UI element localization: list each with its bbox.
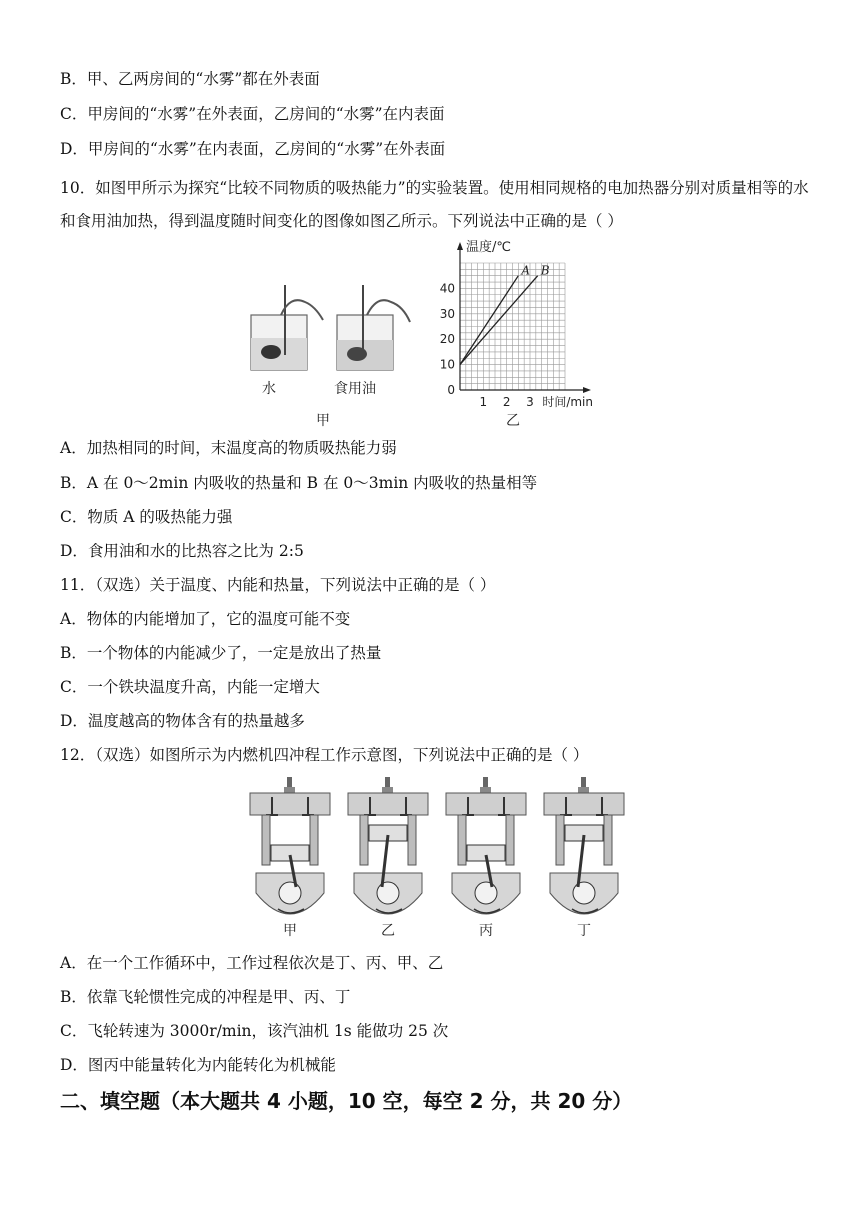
- engine-label: 乙: [381, 923, 395, 939]
- option-10d: D．食用油和水的比热容之比为 2:5: [60, 542, 304, 560]
- flywheel-icon: [573, 882, 595, 904]
- water-beaker: [251, 285, 323, 370]
- cylinder-wall: [458, 815, 466, 865]
- engine-label: 丙: [479, 923, 493, 939]
- option-11c: C．一个铁块温度升高，内能一定增大: [60, 678, 320, 696]
- engine-diagram: [250, 777, 330, 939]
- engine-strokes-figure: [242, 775, 632, 940]
- flywheel-icon: [475, 882, 497, 904]
- y-tick-label: 20: [439, 332, 455, 347]
- cylinder-wall: [310, 815, 318, 865]
- engine-diagram: [446, 777, 526, 939]
- option-10a: A．加热相同的时间，末温度高的物质吸热能力弱: [60, 439, 397, 457]
- y-tick-label: 30: [439, 306, 455, 321]
- cylinder-wall: [262, 815, 270, 865]
- option-10c: C．物质 A 的吸热能力强: [60, 508, 233, 526]
- water-label: 水: [262, 381, 276, 397]
- y-tick-label: 40: [439, 281, 455, 296]
- section-title: 二、填空题（本大题共 4 小题，10 空，每空 2 分，共 20 分）: [60, 1089, 633, 1113]
- x-axis-arrow: [583, 387, 591, 393]
- y-tick-label: 0: [447, 383, 455, 397]
- temperature-chart: [420, 238, 630, 414]
- cylinder-wall: [556, 815, 564, 865]
- question-11: 11．（双选）关于温度、内能和热量，下列说法中正确的是（ ）: [60, 576, 496, 594]
- option-9d: D．甲房间的“水雾”在内表面，乙房间的“水雾”在外表面: [60, 140, 446, 158]
- flywheel-icon: [377, 882, 399, 904]
- y-axis-label: 温度/℃: [466, 240, 511, 255]
- x-tick-label: 1: [479, 395, 488, 409]
- question-10: 10．如图甲所示为探究“比较不同物质的吸热能力”的实验装置。使用相同规格的电加热器分别对质量相等的水和食用油加热，得到温度随时间变化的图像如图乙所示。下列说法中正确的是（ ）: [60, 179, 809, 230]
- engine-diagram: [348, 777, 428, 939]
- x-tick-label: 3: [526, 395, 534, 409]
- x-axis-label: 时间/min: [542, 395, 593, 409]
- cylinder-wall: [506, 815, 514, 865]
- option-10b: B．A 在 0～2min 内吸收的热量和 B 在 0～3min 内吸收的热量相等: [60, 474, 538, 492]
- option-11b: B．一个物体的内能减少了，一定是放出了热量: [60, 644, 382, 662]
- engine-label: 丁: [577, 923, 591, 939]
- option-9b: B．甲、乙两房间的“水雾”都在外表面: [60, 70, 320, 88]
- series-label-B: B: [540, 263, 550, 278]
- engine-label: 甲: [283, 923, 297, 939]
- option-9c: C．甲房间的“水雾”在外表面，乙房间的“水雾”在内表面: [60, 105, 445, 123]
- y-tick-label: 10: [439, 357, 455, 372]
- fig-caption-yi: 乙: [506, 413, 520, 429]
- option-12b: B．依靠飞轮惯性完成的冲程是甲、丙、丁: [60, 988, 351, 1006]
- fig-caption-jia: 甲: [316, 413, 330, 429]
- option-11a: A．物体的内能增加了，它的温度可能不变: [60, 610, 351, 628]
- cylinder-wall: [408, 815, 416, 865]
- series-label-A: A: [521, 263, 531, 278]
- oil-label: 食用油: [334, 381, 376, 397]
- y-axis-arrow: [457, 242, 463, 250]
- option-11d: D．温度越高的物体含有的热量越多: [60, 712, 305, 730]
- x-tick-label: 2: [502, 395, 511, 409]
- cylinder-wall: [604, 815, 612, 865]
- option-12d: D．图丙中能量转化为内能转化为机械能: [60, 1056, 336, 1074]
- option-12c: C．飞轮转速为 3000r/min，该汽油机 1s 能做功 25 次: [60, 1022, 449, 1040]
- option-12a: A．在一个工作循环中，工作过程依次是丁、丙、甲、乙: [60, 954, 444, 972]
- flywheel-icon: [279, 882, 301, 904]
- beaker-figure: [245, 280, 415, 380]
- engine-diagram: [544, 777, 624, 939]
- question-12: 12．（双选）如图所示为内燃机四冲程工作示意图，下列说法中正确的是（ ）: [60, 746, 589, 764]
- cylinder-wall: [360, 815, 368, 865]
- oil-beaker: [337, 285, 410, 370]
